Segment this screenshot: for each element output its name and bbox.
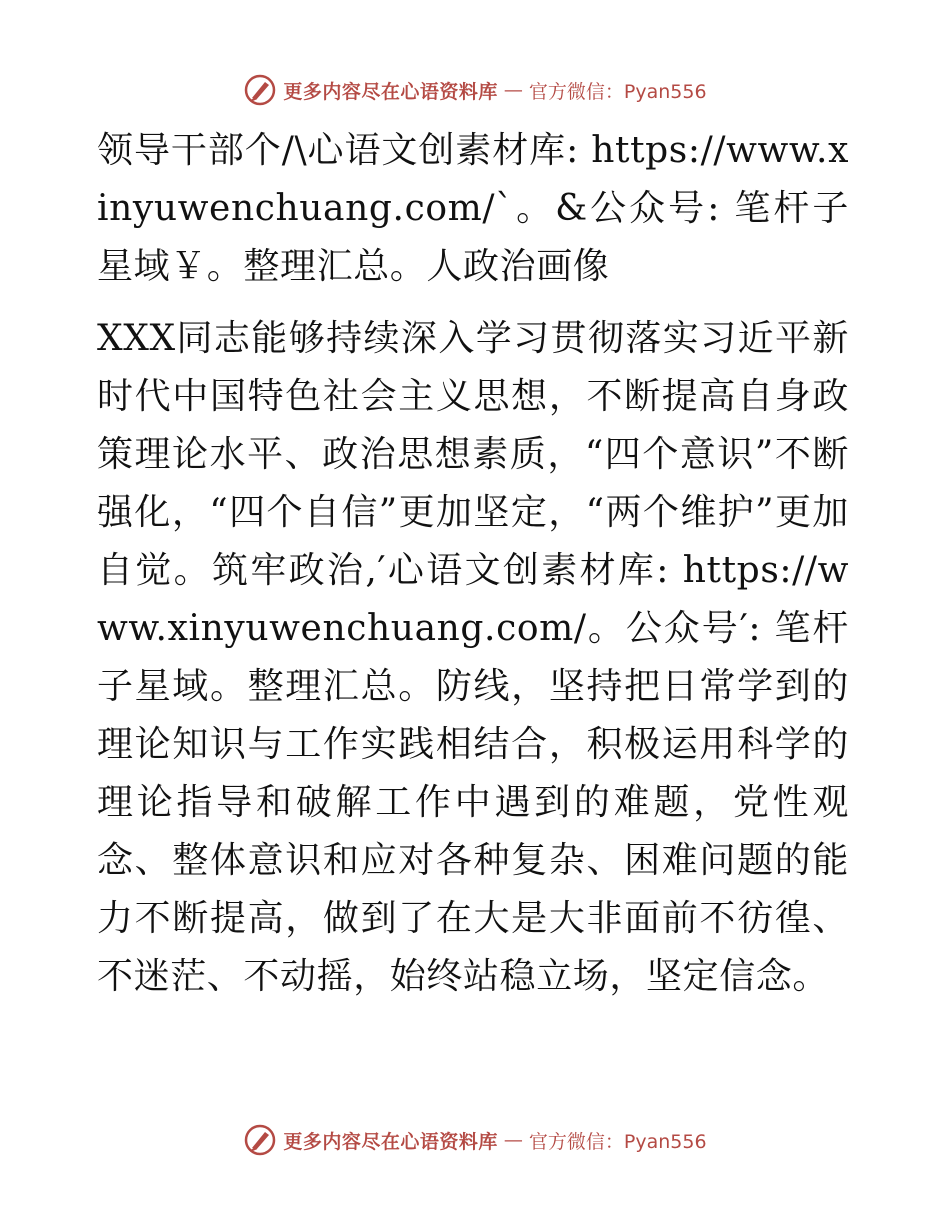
quill-logo-icon — [243, 1123, 277, 1157]
banner-wechat-text: 官方微信：Pyan556 — [528, 80, 707, 103]
banner-dash: — — [503, 1129, 523, 1151]
paragraph-body: XXX同志能够持续深入学习贯彻落实习近平新时代中国特色社会主义思想，不断提高自身政策理论水平、政治思想素质，“四个意识”不断强化，“四个自信”更加坚定，“两个维护”更加自觉。筑牢政治,′心语文创素材库: https://www.xinyuwenchuang.com/。公众号′: 笔杆子星域。整理汇总。防线，坚持把日常学到的理论知识与工作实践相结合，积极运用科学的理论指导和破解工作中遇到的难题，党性观念、整体意识和应对各种复杂、困难问题的能力不断提高，做到了在大是大非面前不彷徨、不迷茫、不动摇，始终站稳立场，坚定信念。 — [97, 318, 849, 997]
banner-main-text: 更多内容尽在心语资料库 — [283, 1130, 498, 1153]
document-body — [97, 122, 849, 1006]
footer-banner — [0, 1120, 950, 1160]
paragraph-title: 领导干部个/\心语文创素材库: https://www.xinyuwenchuang.com/`。&公众号: 笔杆子星域￥。整理汇总。人政治画像 — [97, 130, 849, 287]
banner-main-text: 更多内容尽在心语资料库 — [283, 80, 498, 103]
quill-logo-icon — [243, 73, 277, 107]
banner-dash: — — [503, 79, 523, 101]
banner-wechat-text: 官方微信：Pyan556 — [528, 1130, 707, 1153]
header-banner — [0, 70, 950, 110]
